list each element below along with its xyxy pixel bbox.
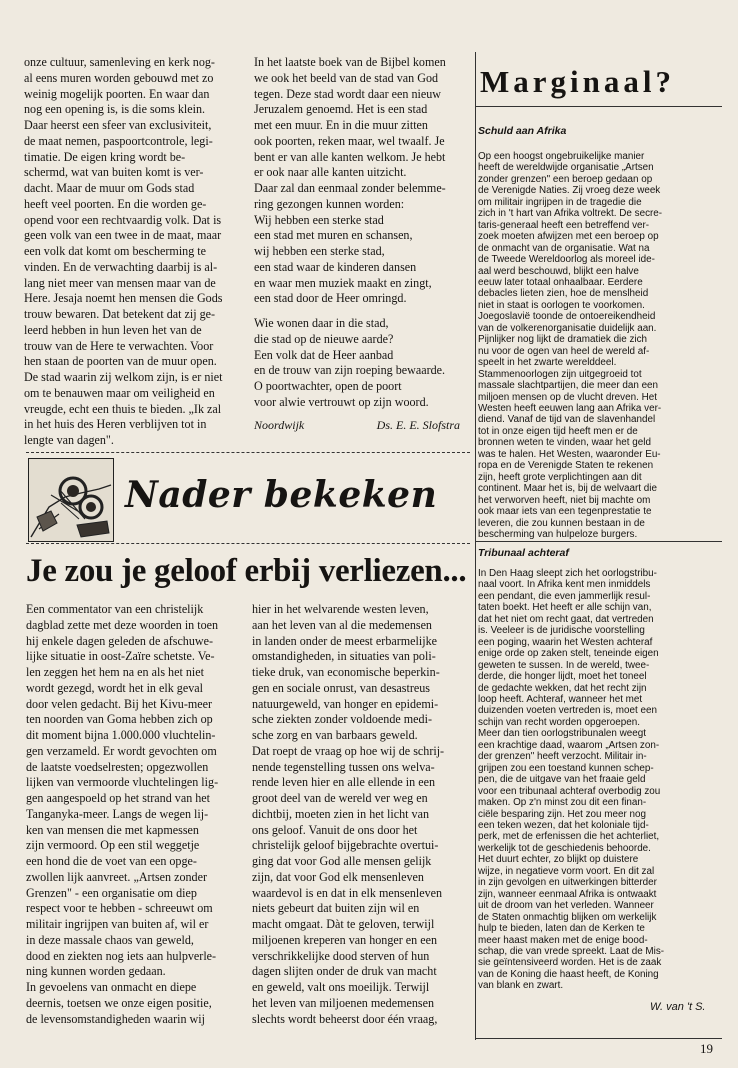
text-line: gen verzameld. Er wordt gevochten om: [26, 743, 217, 758]
text-line: de levensomstandigheden waarin wij: [26, 1011, 206, 1026]
text-line: diend. Vanaf de tijd van de slavenhandel: [478, 414, 656, 426]
text-line: debacles lieten zien, hoe de menslheid: [478, 288, 649, 300]
text-line: was te halen. Het Westen, waaronder Eu-: [478, 448, 661, 460]
text-line: Stammenoorlogen zijn uitgegroeid tot: [478, 368, 642, 380]
page-number: 19: [700, 1041, 713, 1056]
text-line: slechts wordt beheerst door één vraag,: [252, 1011, 438, 1026]
text-line: ring gezongen kunnen worden:: [254, 196, 405, 211]
text-line: vinden. En de verwachting daarbij is al-: [24, 259, 218, 274]
text-line: sie geïntensiveerd worden. Het is de zaak: [478, 957, 662, 969]
text-line: gen aangespoeld op het strand van het: [26, 791, 211, 805]
text-line: de gedachte wekken, dat het recht zijn: [478, 682, 647, 694]
text-line: Op een hoogst ongebruikelijke manier: [478, 151, 645, 162]
text-line: ook maar iets van een tegenprestatie te: [478, 506, 652, 518]
text-line: enige orde op zaken stelt, teneinde eigen: [478, 648, 659, 660]
text-line: ging dat voor God alle mensen gelijk: [252, 854, 432, 868]
text-line: de Tweede Wereldoorlog als moreel ide-: [478, 254, 655, 266]
text-line: dagblad zette met deze woorden in toen: [26, 617, 219, 632]
text-line: loop heeft. Achteraf, wanneer het met: [478, 693, 643, 705]
text-line: het verworven heeft, niet bij machte om: [478, 494, 651, 506]
text-line: lengte van dagen".: [24, 433, 114, 447]
text-line: en geweld, valt ons moeilijk. Terwijl: [252, 980, 430, 994]
text-line: onze cultuur, samenleving en kerk nog-: [24, 55, 215, 69]
text-line: zwollen lijk aanvreet. „Artsen zonder: [26, 869, 207, 884]
binoculars-icon: [29, 459, 113, 541]
text-line: derde, die honger lijdt, moet het toneel: [478, 671, 647, 683]
text-line: een stad waar de kinderen dansen: [254, 259, 417, 274]
text-line: ken van mensen die met kapmessen: [26, 822, 199, 837]
text-line: nende tegenstelling tussen ons welva-: [252, 759, 435, 774]
text-line: In Den Haag sleept zich het oorlogstribu-: [478, 568, 657, 579]
text-line: werkelijk tot de geschiedenis behoorde.: [478, 842, 651, 854]
text-line: taten boekt. Het heeft er alle schijn van,: [478, 602, 652, 614]
text-line: dit moment bijna 1.000.000 vluchtelin-: [26, 728, 216, 742]
marginaal-top-rule: [476, 106, 722, 107]
text-line: De stad waarin zij welkom zijn, is er niet: [24, 370, 223, 384]
text-line: dagen slijten onder de druk van macht: [252, 964, 437, 979]
poem-line: die stad op de nieuwe aarde?: [254, 331, 394, 346]
text-line: omstandigheden, in situaties van poli-: [252, 649, 436, 664]
text-line: uit de droom van het verleden. Wanneer: [478, 900, 654, 912]
text-line: trouw bewaren. Dat betekent dat zij ge-: [24, 307, 216, 321]
text-line: aal werd beschouwd, blijkt een halve: [478, 265, 639, 277]
text-line: om militair ingrijpen in de tragedie die: [478, 196, 642, 208]
text-line: sche ziekten zonder voldoende medi-: [252, 712, 432, 727]
text-line: leveren, die zou kunnen bestaan in de: [478, 517, 645, 529]
text-line: heeft de wereldwijde organisatie „Artsen: [478, 162, 654, 174]
text-line: sche zorg en van barbaars geweld.: [252, 728, 418, 742]
text-line: zoek moeten afwijzen met een beroep op: [478, 231, 659, 243]
text-line: lijken van vermoorde vluchtelingen lig-: [26, 775, 219, 790]
text-line: Het duurt echter, zo blijkt op duistere: [478, 854, 639, 866]
text-line: in landen onder de meest erbarmelijke: [252, 633, 438, 648]
text-line: zijn, dat voor God elk mensenleven: [252, 869, 424, 884]
text-line: in deze massale chaos van geweld,: [26, 932, 194, 947]
poem-line: Wie wonen daar in die stad,: [254, 316, 389, 330]
text-line: ropa en de Verenigde Staten te rekenen: [478, 460, 654, 472]
text-line: Pijnlijker nog lijkt de dramatiek die zich: [478, 334, 648, 346]
text-line: van de volkerenorganisatie duidelijk aan.: [478, 322, 657, 334]
text-line: er ook naar alle kanten uitzicht.: [254, 165, 407, 180]
text-line: taris-generaal heeft een betreffend ver-: [478, 219, 650, 231]
text-line: weinig mogelijk poorten. En waar dan: [24, 86, 210, 101]
text-line: in het huis des Heren verblijven tot in: [24, 417, 207, 432]
text-line: In gevoelens van onmacht en diepe: [26, 980, 197, 994]
nader-bekeken-title: Nader bekeken: [125, 474, 438, 516]
text-line: rende leven hier en alle ellende in een: [252, 775, 435, 790]
text-line: macht omgaat. Dàt te geloven, terwijl: [252, 917, 435, 931]
text-line: al eens muren worden gebouwd met zo: [24, 70, 214, 85]
text-line: militair ingrijpen van buiten af, wil er: [26, 917, 209, 931]
text-line: geen volk van een twee in de maat, maar: [24, 228, 222, 243]
text-line: geweten te sussen. In de wereld, twee-: [478, 659, 650, 671]
text-line: een teken wezen, dat het koloniale tijd-: [478, 819, 649, 831]
text-line: wij hebben een sterke stad,: [254, 244, 385, 258]
text-line: tieke druk, van economische beperkin-: [252, 665, 440, 679]
text-line: van blank en zwart.: [478, 980, 564, 992]
text-line: een stad met muren en schansen,: [254, 228, 413, 243]
text-line: Meer dan tien oorlogstribunalen weegt: [478, 728, 646, 740]
text-line: opend voor een rechtvaardig volk. Dat is: [24, 212, 222, 227]
text-line: zonder grenzen" een beroep gedaan op: [478, 173, 653, 185]
text-line: leerd hebben in hun leven het van de: [24, 322, 202, 337]
text-line: zijn, wanneer eenmaal Afrika is ontwaakt: [478, 888, 657, 900]
text-line: miljoenen kreperen van honger en een: [252, 932, 438, 947]
text-line: Wij hebben een sterke stad: [254, 212, 384, 227]
text-line: grijpen zou een toestand kunnen schep-: [478, 762, 654, 774]
text-line: Jeruzalem genoemd. Het is een stad: [254, 102, 428, 117]
text-line: ten noorden van Goma hebben zich op: [26, 712, 213, 727]
text-line: waardevol is en dat in elk mensenleven: [252, 885, 443, 900]
intro-place: Noordwijk: [254, 418, 305, 432]
text-line: Grenzen" - een organisatie om diep: [26, 885, 197, 900]
text-line: tot in onze eigen tijd heeft men er de: [478, 425, 638, 437]
text-line: met een muur. En in die muur zitten: [254, 118, 428, 132]
text-line: het leven van miljoenen medemensen: [252, 995, 435, 1010]
poem-line: en de trouw van zijn roeping bewaarde.: [254, 363, 446, 378]
text-line: lijke situatie in oost-Zaïre schetste. Ve-: [26, 649, 215, 664]
text-line: zich in 't hart van Afrika voltrekt. De secre-: [478, 208, 663, 220]
text-line: Westen heeft eeuwen lang aan Afrika ver-: [478, 402, 662, 414]
text-line: natuurgeweld, van honger en epidemi-: [252, 696, 439, 711]
text-line: schap, die van vrede spreekt. Laat de Mis-: [478, 945, 665, 957]
text-line: een stad door de Heer omringd.: [254, 291, 407, 306]
text-line: Daar zal dan eenmaal zonder belemme-: [254, 181, 446, 195]
article-column-1: [26, 602, 250, 1027]
text-line: Joegoslavië toonde de ontoereikendheid: [478, 311, 656, 323]
banner-bottom-rule: [26, 543, 470, 544]
poem-line: O poortwachter, open de poort: [254, 379, 402, 393]
text-line: verschrikkelijke dood sterven of hun: [252, 948, 430, 963]
text-line: tegen. Deze stad wordt daar een nieuw: [254, 86, 442, 101]
poem-line: voor alwie vertrouwt op zijn woord.: [254, 394, 429, 409]
text-line: een krachtige daad, waarom „Artsen zon-: [478, 739, 660, 751]
text-line: schijn van recht worden opgeroepen.: [478, 716, 640, 728]
text-line: naal voort. In Afrika kent men inmiddels: [478, 579, 651, 591]
intro-column-2: [254, 55, 472, 307]
text-line: Tanganyka-meer. Langs de wegen lij-: [26, 806, 209, 821]
text-line: nu voor de ogen van heel de wereld af-: [478, 345, 650, 357]
text-line: miljoen mensen op de vlucht dreven. Het: [478, 391, 657, 403]
intro-author: Ds. E. E. Slofstra: [376, 418, 460, 432]
text-line: de Verenigde Naties. Zij vroeg deze week: [478, 185, 661, 197]
text-line: Dat roept de vraag op hoe wij de schrij-: [252, 743, 445, 758]
text-line: continent. Maar het is, bij de welvaart die: [478, 483, 657, 495]
text-line: bent er van alle kanten welkom. Je hebt: [254, 149, 446, 164]
text-line: hulp te bieden, laten dan de Kerken te: [478, 923, 645, 935]
text-line: hier in het welvarende westen leven,: [252, 602, 429, 616]
marginaal-title: Marginaal?: [480, 64, 675, 99]
text-line: een volk dat komt om bescherming te: [24, 244, 207, 258]
text-line: dood en ziekten nog iets aan hulpverle-: [26, 948, 217, 963]
text-line: we ook het beeld van de stad van God: [254, 70, 439, 85]
text-line: Een commentator van een christelijk: [26, 602, 204, 616]
headline: Je zou je geloof erbij verliezen...: [26, 553, 467, 589]
text-line: pen, die de uitgave van het fraaie geld: [478, 774, 646, 786]
article-column-2: [252, 602, 474, 1027]
text-line: dat het niet om recht gaat, dat vertreden: [478, 613, 654, 625]
text-line: heeft veel poorten. En die worden ge-: [24, 196, 207, 211]
text-line: Daar heerst een sfeer van exclusiviteit,: [24, 118, 212, 132]
text-line: ciële besparing zijn. Het zou meer nog: [478, 808, 646, 820]
text-line: hij enkele dagen geleden de afschuwe-: [26, 633, 214, 648]
text-line: In het laatste boek van de Bijbel komen: [254, 55, 446, 69]
text-line: meer haast maken met de enige bood-: [478, 934, 648, 946]
text-line: niets gebeurt dat buiten zijn wil en: [252, 901, 420, 916]
text-line: groot deel van de wereld ver weg en: [252, 791, 428, 805]
text-line: nog een opening is, is die soms klein.: [24, 102, 206, 117]
text-line: lang niet meer van mensen maar van de: [24, 275, 216, 290]
text-line: niet in staat is oorlogen te voorkomen.: [478, 299, 645, 311]
text-line: ons geloof. Vanuit de ons door het: [252, 822, 418, 837]
banner-top-rule: [26, 452, 470, 453]
text-line: speelt in het zwarte werelddeel.: [478, 357, 617, 369]
text-line: massale slachtpartijen, die meer dan een: [478, 380, 659, 392]
text-line: eeuw later totaal onhaalbaar. Eerdere: [478, 276, 643, 288]
column-divider: [475, 52, 476, 1040]
text-line: maken. Op z'n minst zou dit een finan-: [478, 797, 647, 809]
text-line: bronnen weten te vinden, waar het geld: [478, 437, 651, 449]
text-line: der grenzen" heeft verzocht. Militair in-: [478, 751, 647, 763]
marginaal-bottom-rule: [476, 1038, 722, 1039]
text-line: zijn vermoord. Op een stil weggetje: [26, 838, 200, 853]
text-line: perk, met de erfenissen die het achterliet,: [478, 831, 660, 843]
text-line: van de Koning die haast heeft, de Koning: [478, 968, 659, 980]
text-line: een poging, waarin het Westen achteraf: [478, 636, 653, 648]
section-1-body: [478, 151, 722, 540]
text-line: wordt gezegd, wordt het in elk geval: [26, 680, 203, 695]
text-line: Here. Jesaja noemt hen mensen die Gods: [24, 291, 223, 306]
text-line: en waar men muziek maakt en zingt,: [254, 275, 432, 290]
section-heading-tribunaal: Tribunaal achteraf: [478, 547, 569, 559]
marginaal-signature: W. van 't S.: [650, 1001, 706, 1013]
intro-column-1: [24, 55, 242, 449]
poem-stanza-2: [254, 316, 472, 411]
text-line: een hond die de voet van een opge-: [26, 854, 197, 868]
text-line: is. Veeleer is de juridische voorstelling: [478, 625, 645, 637]
text-line: christelijk geloof bijgebrachte overtui-: [252, 838, 439, 853]
text-line: aan het leven van al die medemensen: [252, 617, 432, 632]
poem-line: Een volk dat de Heer aanbad: [254, 347, 394, 362]
text-line: vreugde, echt een thuis te bieden. „Ik zal: [24, 401, 222, 416]
nader-bekeken-logo: [28, 458, 114, 542]
text-line: timatie. De eigen kring wordt be-: [24, 149, 186, 164]
text-line: respect voor te hebben - schreeuwt om: [26, 901, 213, 916]
text-line: dichtbij, moeten zien in het licht van: [252, 806, 429, 821]
text-line: voor een tribunaal achteraf overbodig zou: [478, 785, 661, 797]
text-line: de onmacht van de organisatie. Wat na: [478, 242, 650, 254]
text-line: hen staan de poorten van de muur open.: [24, 354, 217, 369]
text-line: de maat nemen, paspoortcontrole, legi-: [24, 133, 213, 148]
text-line: schermd, wat van buiten komt is ver-: [24, 165, 204, 180]
text-line: in zijn gevolgen en uitwerkingen bitterder: [478, 877, 657, 889]
section-2-body: [478, 568, 722, 992]
text-line: door velen gedacht. Bij het Kivu-meer: [26, 696, 213, 711]
text-line: ning kunnen worden gedaan.: [26, 964, 166, 979]
text-line: deernis, toetsen we onze eigen positie,: [26, 995, 212, 1010]
text-line: de laatste voedselresten; opgezwollen: [26, 759, 209, 774]
text-line: de Staten onmachtig blijken om werkelijk: [478, 911, 657, 923]
text-line: gen en sociale onrust, van desastreus: [252, 680, 430, 695]
text-line: trouw van de Here te verwachten. Voor: [24, 338, 214, 353]
text-line: zijn, heeft grote verplichtingen aan dit: [478, 471, 642, 483]
text-line: wijze, in negatieve vorm voort. En dit zal: [478, 865, 655, 877]
text-line: duizenden voeten vertreden is, moet een: [478, 705, 657, 717]
text-line: dacht. Maar de muur om Gods stad: [24, 181, 195, 195]
section-heading-schuld: Schuld aan Afrika: [478, 125, 567, 137]
text-line: ook poorten, reken maar, wel twaalf. Je: [254, 133, 445, 148]
text-line: bescherming van hulpeloze burgers.: [478, 528, 638, 540]
text-line: om te benauwen maar om veiligheid en: [24, 385, 215, 400]
section-divider: [476, 541, 722, 542]
text-line: len zeggen het hem na en als het niet: [26, 665, 204, 679]
text-line: een pendant, die even jammerlijk resul-: [478, 590, 651, 602]
